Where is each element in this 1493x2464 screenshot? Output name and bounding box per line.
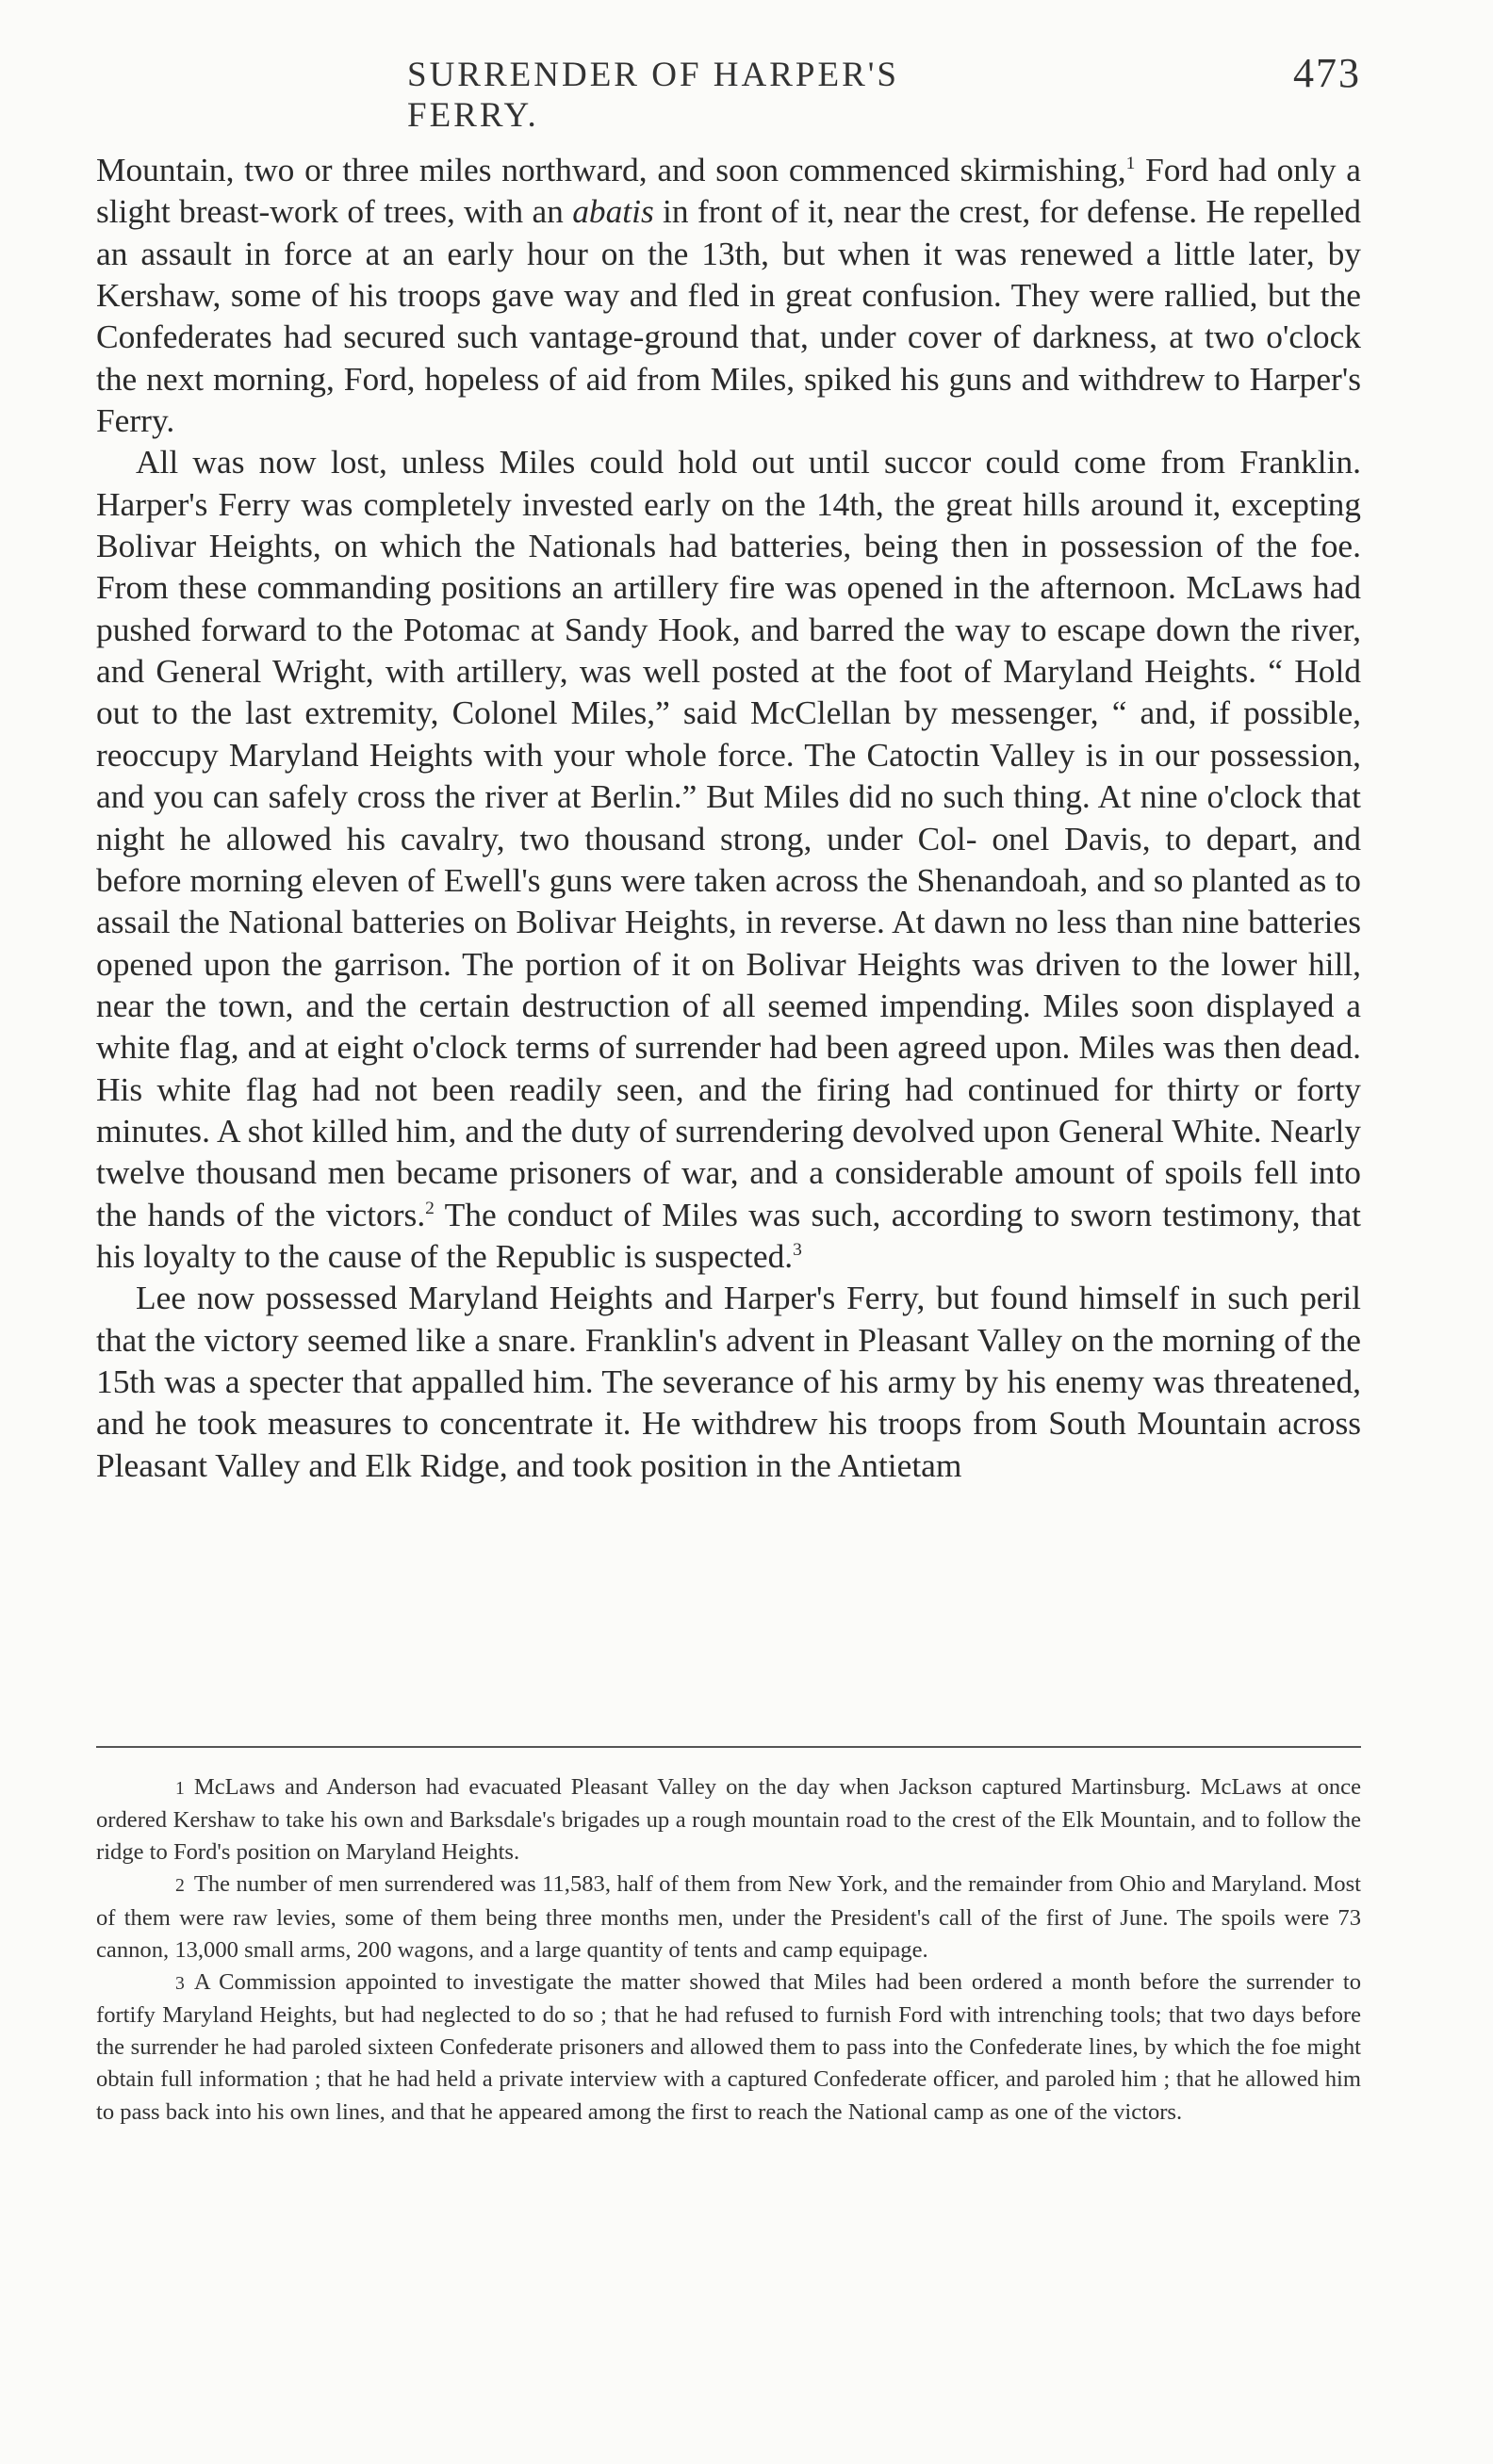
footnote-text: McLaws and Anderson had evacuated Pleasant Valley on the day when Jackson captured Martinsburg. McLaws at once ordered Kershaw to take his own and Barksdale's brigades up a rough mountain road to the crest of the Elk Mountain, and to follow the ridge to Ford's position on Maryland Heights. <box>96 1774 1361 1866</box>
footnote-2 <box>96 1868 1361 1966</box>
paragraph-1-text-b: Ford had only a slight breast-work of trees, with an <box>96 151 1361 231</box>
page-number: 473 <box>1293 50 1361 96</box>
paragraph-3 <box>96 1277 1361 1486</box>
footnote-mark: 1 <box>175 1778 185 1799</box>
footnote-ref-3: 3 <box>793 1240 802 1261</box>
footnote-3 <box>96 1966 1361 2129</box>
paragraph-2-text-b: The conduct of Miles was such, according to sworn testimony, that his loyalty to the cause of the Republic is suspected. <box>96 1195 1361 1275</box>
footnotes <box>96 1771 1361 2129</box>
paragraph-2-text: All was now lost, unless Miles could hold out until succor could come from Franklin. Harper's Ferry was completely invested early on the 14th, the great hills around it, excepting Bolivar Heights, on which the Nationals had batteries, being then in possession of the foe. From these commanding positions an artillery fire was opened in the afternoon. McLaws had pushed forward to the Potomac at Sandy Hook, and barred the way to escape down the river, and General Wright, with artillery, was well posted at the foot of Maryland Heights. “ Hold out to the last extremity, Colonel Miles,” said McClellan by messenger, “ and, if possible, reoccupy Maryland Heights with your whole force. The Catoctin Valley is in our possession, and you can safely cross the river at Berlin.” But Miles did no such thing. At nine o'clock that night he allowed his cavalry, two thousand strong, under Col- onel Davis, to depart, and before morning eleven of Ewell's guns were taken across the Shenandoah, and so planted as to assail the National batteries on Bolivar Heights, in reverse. At dawn no less than nine batteries opened upon the garrison. The portion of it on Bolivar Heights was driven to the lower hill, near the town, and the certain destruction of all seemed impending. Miles soon displayed a white flag, and at eight o'clock terms of surrender had been agreed upon. Miles was then dead. His white flag had not been readily seen, and the firing had continued for thirty or forty minutes. A shot killed him, and the duty of surrendering devolved upon General White. Nearly twelve thousand men became prisoners of war, and a considerable amount of spoils fell into the hands of the victors. <box>96 443 1361 1233</box>
paragraph-2 <box>96 441 1361 1277</box>
paragraph-1 <box>96 149 1361 441</box>
main-text <box>96 149 1361 1486</box>
footnote-text: The number of men surrendered was 11,583, half of them from New York, and the remainder from Ohio and Maryland. Most of them were raw levies, some of them being three months men, under the President's call of the first of June. The spoils were 73 cannon, 13,000 small arms, 200 wagons, and a large quantity of tents and camp equipage. <box>96 1871 1361 1963</box>
running-title: SURRENDER OF HARPER'S FERRY. <box>407 56 899 135</box>
footnote-mark: 2 <box>175 1875 185 1897</box>
paragraph-3-text: Lee now possessed Maryland Heights and Harper's Ferry, but found himself in such peril that the victory seemed like a snare. Franklin's advent in Pleasant Valley on the morning of the 15th was a specter that appalled him. The severance of his army by his enemy was threatened, and he took measures to concentrate it. He withdrew his troops from South Mountain across Pleasant Valley and Elk Ridge, and took position in the Antietam <box>96 1279 1361 1484</box>
footnote-ref-1: 1 <box>1125 154 1136 174</box>
paragraph-1-text-c: in front of it, near the crest, for defense. He repelled an assault in force at an early hour on the 13th, but when it was renewed a little later, by Kershaw, some of his troops gave way and fled in great confusion. They were rallied, but the Confederates had secured such vantage-ground that, under cover of darkness, at two o'clock the next morning, Ford, hopeless of aid from Miles, spiked his guns and withdrew to Harper's Ferry. <box>96 192 1361 440</box>
paragraph-1-text: Mountain, two or three miles northward, and soon commenced skirmishing, <box>96 151 1126 188</box>
italic-abatis: abatis <box>572 192 654 231</box>
footnote-text: A Commission appointed to investigate the matter showed that Miles had been ordered a month before the surrender to fortify Maryland Heights, but had neglected to do so ; that he had refused to furnish Ford with intrenching tools; that two days before the surrender he had paroled sixteen Confederate prisoners and allowed them to pass into the Confederate lines, by which the foe might obtain full information ; that he had held a private interview with a captured Confederate officer, and paroled him ; that he allowed him to pass back into his own lines, and that he appeared among the first to reach the National camp as one of the victors. <box>96 1968 1361 2125</box>
footnote-mark: 3 <box>175 1972 185 1994</box>
footnote-divider <box>96 1746 1361 1748</box>
footnote-ref-2: 2 <box>425 1198 435 1218</box>
page-header <box>96 50 1361 135</box>
footnote-1 <box>96 1771 1361 1868</box>
